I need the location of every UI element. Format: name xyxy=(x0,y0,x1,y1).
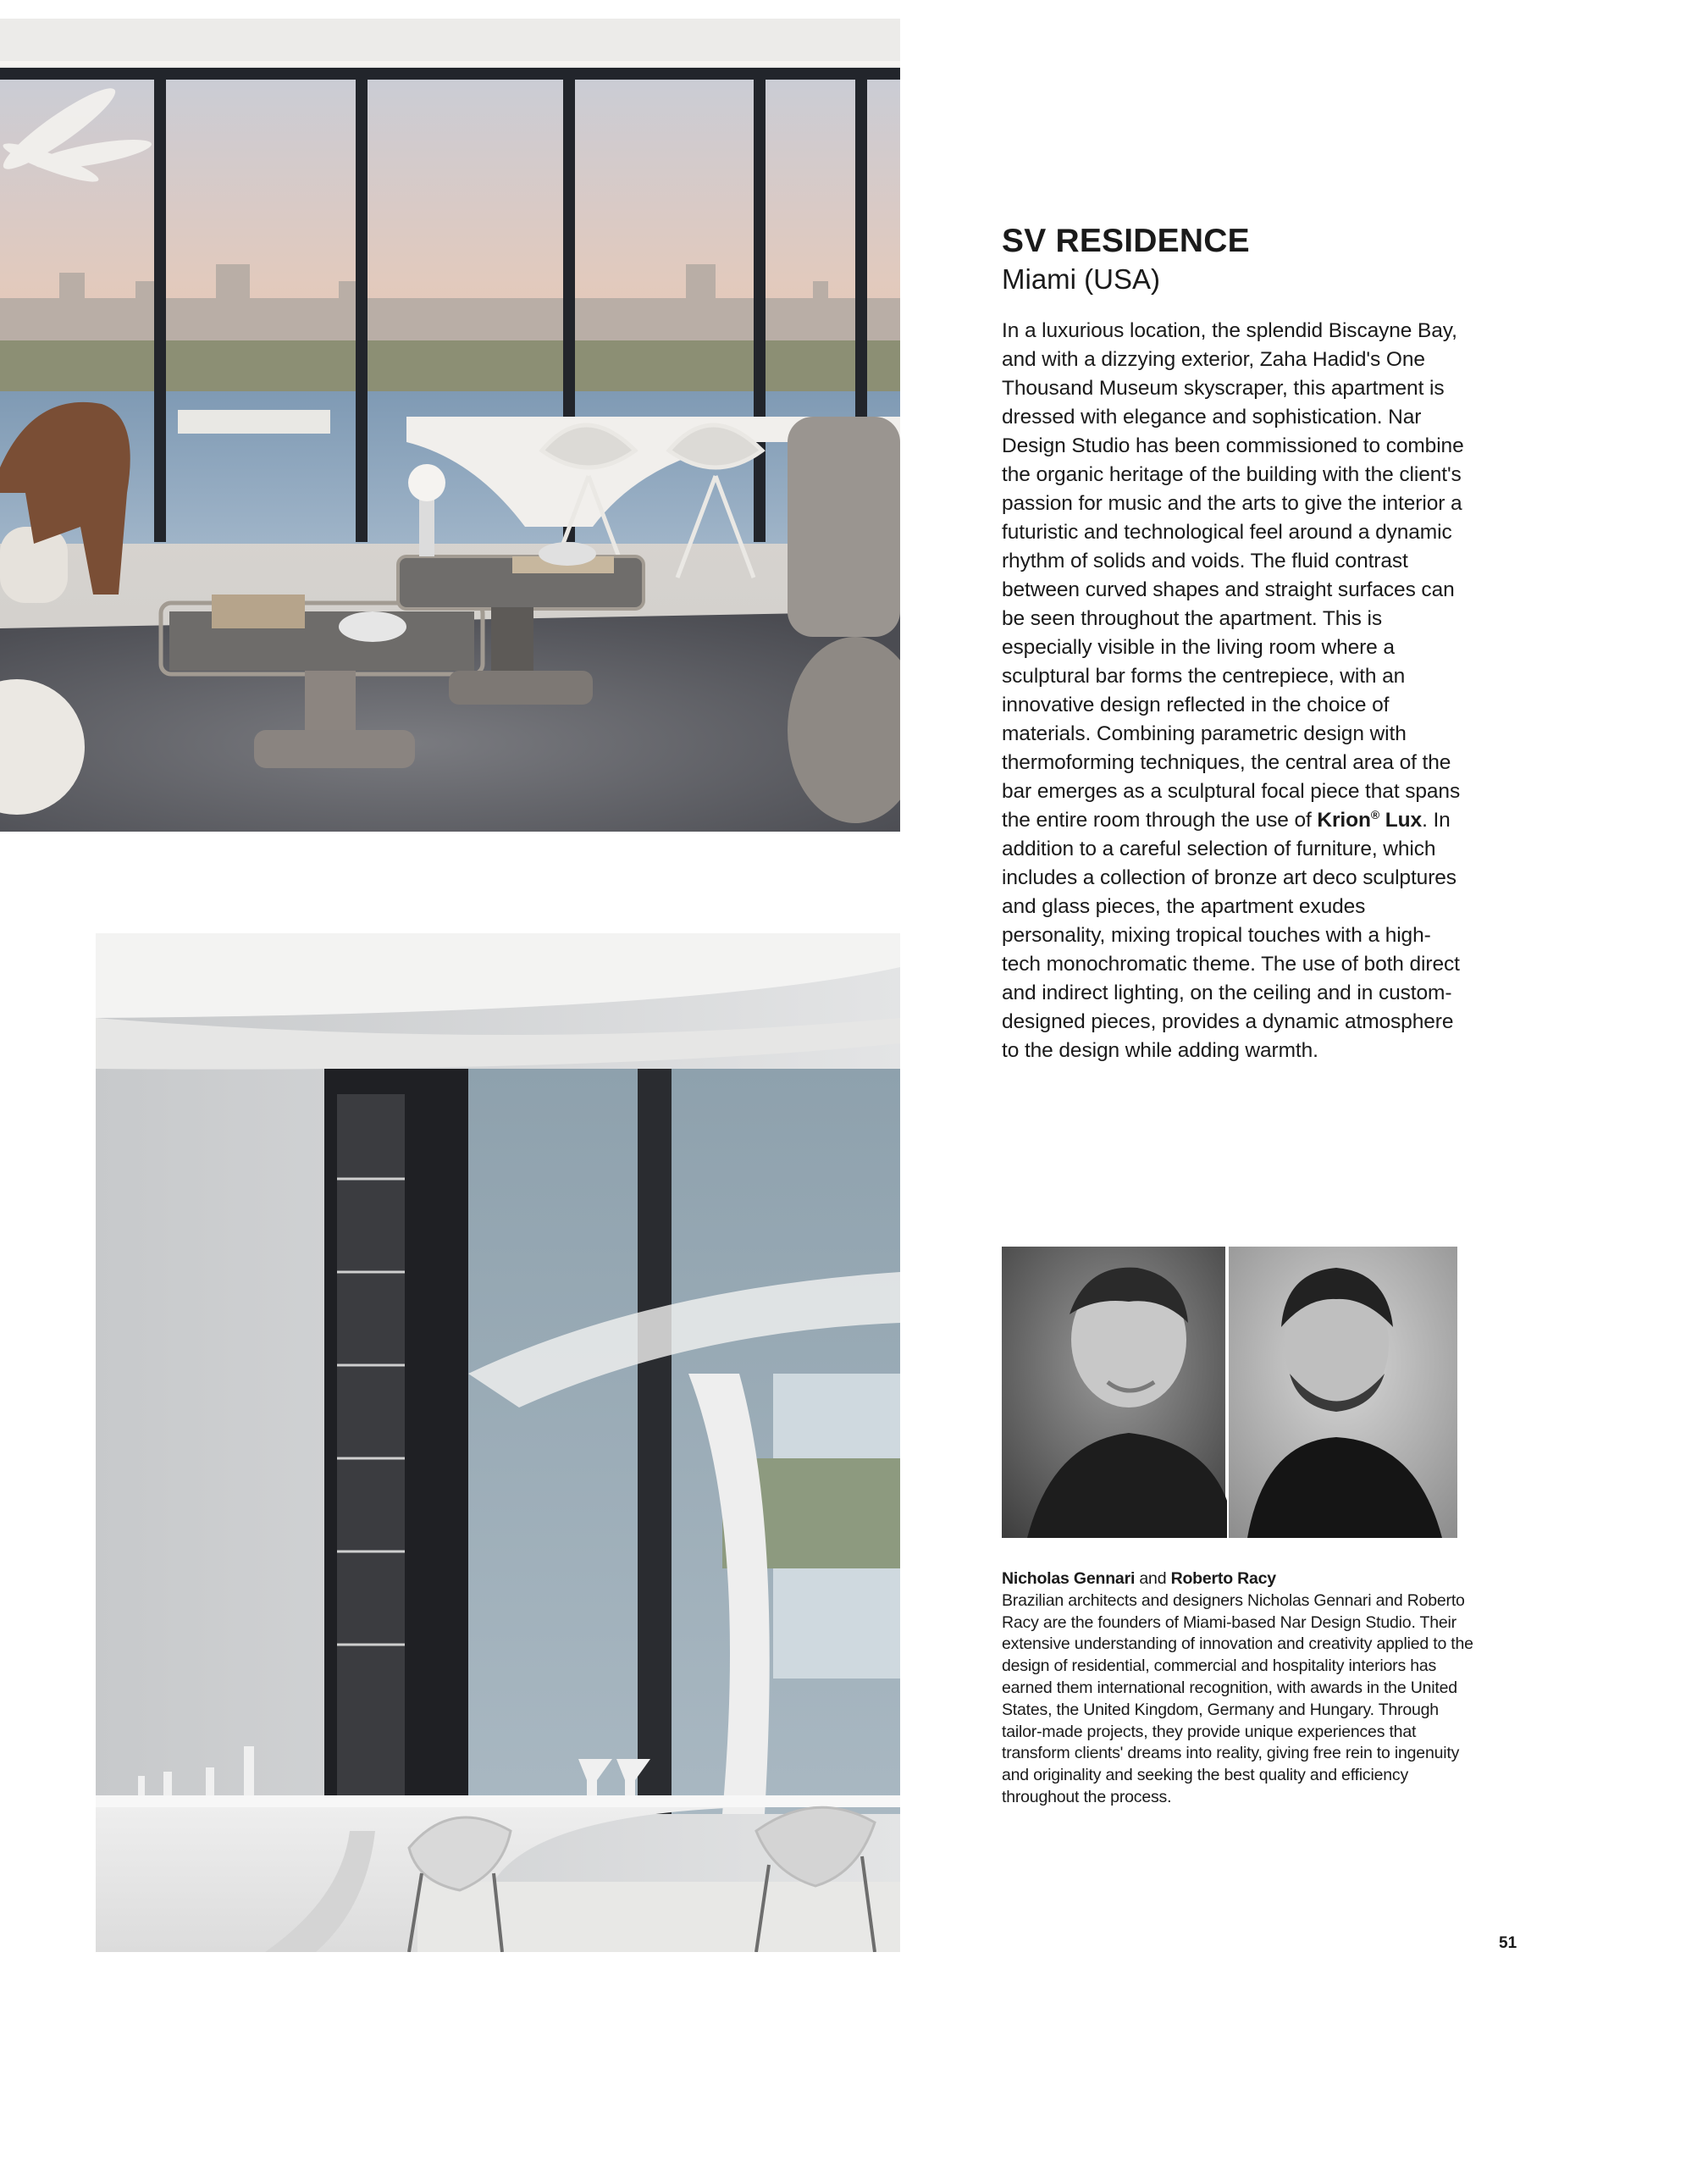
bio-conjunction: and xyxy=(1135,1569,1171,1588)
article-title: SV RESIDENCE xyxy=(1002,223,1250,259)
bio-text: Brazilian architects and designers Nicholas Gennari and Roberto Racy are the founders of Miami-based Nar Design Studio. Their extensive understanding of innovation and creativity applied to the design of residential, commercial and hospitality interiors has earned them international recognition, with awards in the United States, the United Kingdom, Germany and Hungary. Through tailor-made projects, they provide unique experiences that transform clients' dreams into reality, giving free rein to ingenuity and originality and seeking the best quality and efficiency throughout the process. xyxy=(1002,1590,1473,1806)
article-body-part-1: In a luxurious location, the splendid Biscayne Bay, and with a dizzying exterior, Zaha Hadid's One Thousand Museum skyscraper, this apartment is dressed with elegance and sophistication. Nar Design Studio has been commissioned to combine the organic heritage of the building with the client's passion for music and the arts to give the interior a futuristic and technological feel around a dynamic rhythm of solids and voids. The fluid contrast between curved shapes and straight surfaces can be seen throughout the apartment. This is especially visible in the living room where a sculptural bar forms the centrepiece, with an innovative design reflected in the choice of materials. Combining parametric design with thermoforming techniques, the central area of the bar emerges as a sculptural focal piece that spans the entire room through the use of xyxy=(1002,319,1464,832)
brand-name xyxy=(1317,809,1422,832)
living-room-photo xyxy=(0,19,900,832)
designers-bio xyxy=(1002,1568,1476,1809)
designers-portrait-photo xyxy=(1002,1247,1457,1538)
brand-name-text: Krion xyxy=(1317,809,1371,832)
article xyxy=(1002,222,1468,1065)
article-location: Miami (USA) xyxy=(1002,263,1160,295)
article-body xyxy=(1002,317,1468,1065)
designer-name-2: Roberto Racy xyxy=(1170,1569,1276,1588)
page-number: 51 xyxy=(1499,1934,1517,1952)
bio-names xyxy=(1002,1568,1476,1590)
bar-photo xyxy=(96,933,900,1952)
registered-mark: ® xyxy=(1370,807,1380,821)
designer-name-1: Nicholas Gennari xyxy=(1002,1569,1136,1588)
brand-suffix: Lux xyxy=(1379,809,1423,832)
article-body-part-2: . In addition to a careful selection of furniture, which includes a collection of bronze art deco sculptures and glass pieces, the apartment exudes personality, mixing tropical touches with a high-tech monochromatic theme. The use of both direct and indirect lighting, on the ceiling and in custom-designed pieces, provides a dynamic atmosphere to the design while adding warmth. xyxy=(1002,809,1460,1062)
